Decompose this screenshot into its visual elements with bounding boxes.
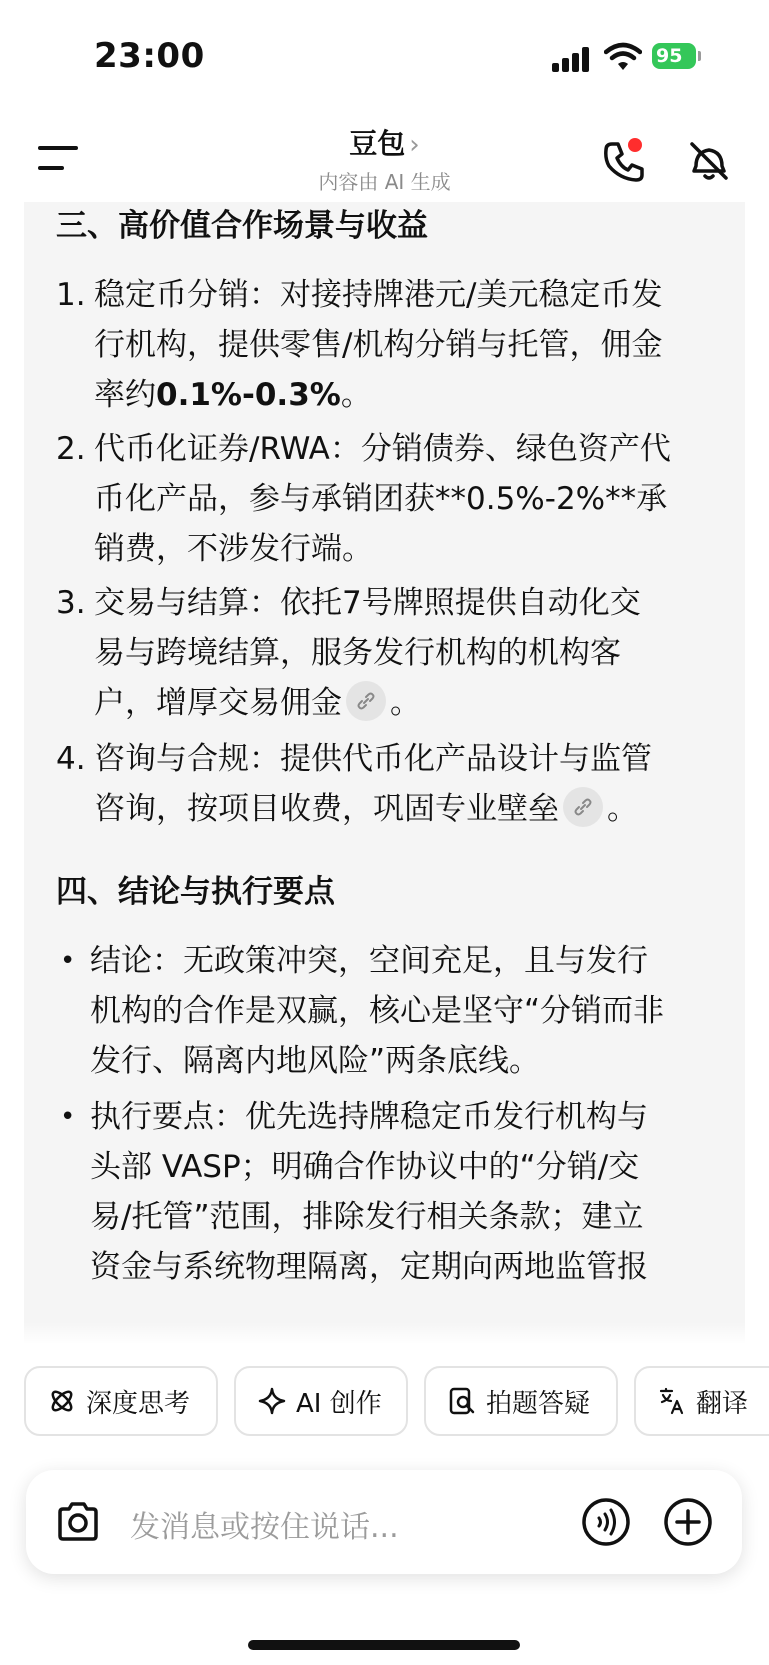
wifi-icon: [604, 42, 642, 72]
link-icon[interactable]: [563, 787, 603, 827]
voice-input-icon[interactable]: [580, 1496, 632, 1548]
status-time: 23:00: [94, 36, 205, 76]
plus-icon[interactable]: [662, 1496, 714, 1548]
ai-generated-notice: 内容由 AI 生成: [318, 170, 451, 194]
page-title: 豆包: [349, 127, 406, 160]
photo-question-icon: [448, 1387, 476, 1415]
ai-create-chip[interactable]: AI 创作: [234, 1366, 408, 1436]
notification-dot: [628, 138, 642, 152]
ai-message-card: 三、高价值合作场景与收益 1. 稳定币分销：对接持牌港元/美元稳定币发 行机构，提供零售/机构分销与托管，佣金 率约0.1%-0.3%。 2. 代币化证券/RWA：分销债券、绿色资产代 币化产品，参与承销团获**0.5%-2%**承 销费，不涉发行端。 3. 交易与结算：依托7号牌照提供自动化交 易与跨境结算，服务发行机构的机构客 户，增厚交易佣金 。 4. 咨询与合规：提供代币化产品设计与监管 咨询，按项目收费，巩固专业壁垒 。 四、结论与执行要点 • 结论：无政策冲突，空间充足，且与发行 机构的合作是双赢，核心是坚守“分销而非 发行、隔离内地风险”两条底线。 • 执行要点：优先选持牌稳定币发行机构与 头部 VASP；明确合作协议中的“分销/交 易/托管”范围，排除发行相关条款；建立 资金与系统物理隔离，定期向两地监管报: [24, 202, 745, 1344]
battery-level: 95: [652, 43, 696, 69]
battery-icon: [652, 43, 700, 69]
photo-question-chip[interactable]: 拍题答疑: [424, 1366, 618, 1436]
bot-name-button[interactable]: [0, 122, 769, 162]
message-input-bar[interactable]: [26, 1470, 742, 1574]
cellular-signal-icon: [552, 46, 592, 72]
section-heading: 三、高价值合作场景与收益: [56, 208, 428, 244]
translate-icon: [658, 1387, 686, 1415]
chevron-right-icon: ›: [409, 130, 420, 160]
atom-icon: [48, 1387, 76, 1415]
speaker-muted-icon[interactable]: [686, 138, 732, 184]
sparkle-icon: [258, 1387, 286, 1415]
section-heading: 四、结论与执行要点: [56, 874, 335, 910]
camera-icon[interactable]: [54, 1498, 102, 1546]
message-input[interactable]: 发消息或按住说话...: [130, 1510, 399, 1545]
translate-chip[interactable]: 翻译: [634, 1366, 769, 1436]
deep-think-chip[interactable]: 深度思考: [24, 1366, 218, 1436]
link-icon[interactable]: [346, 681, 386, 721]
home-indicator[interactable]: [248, 1640, 520, 1650]
